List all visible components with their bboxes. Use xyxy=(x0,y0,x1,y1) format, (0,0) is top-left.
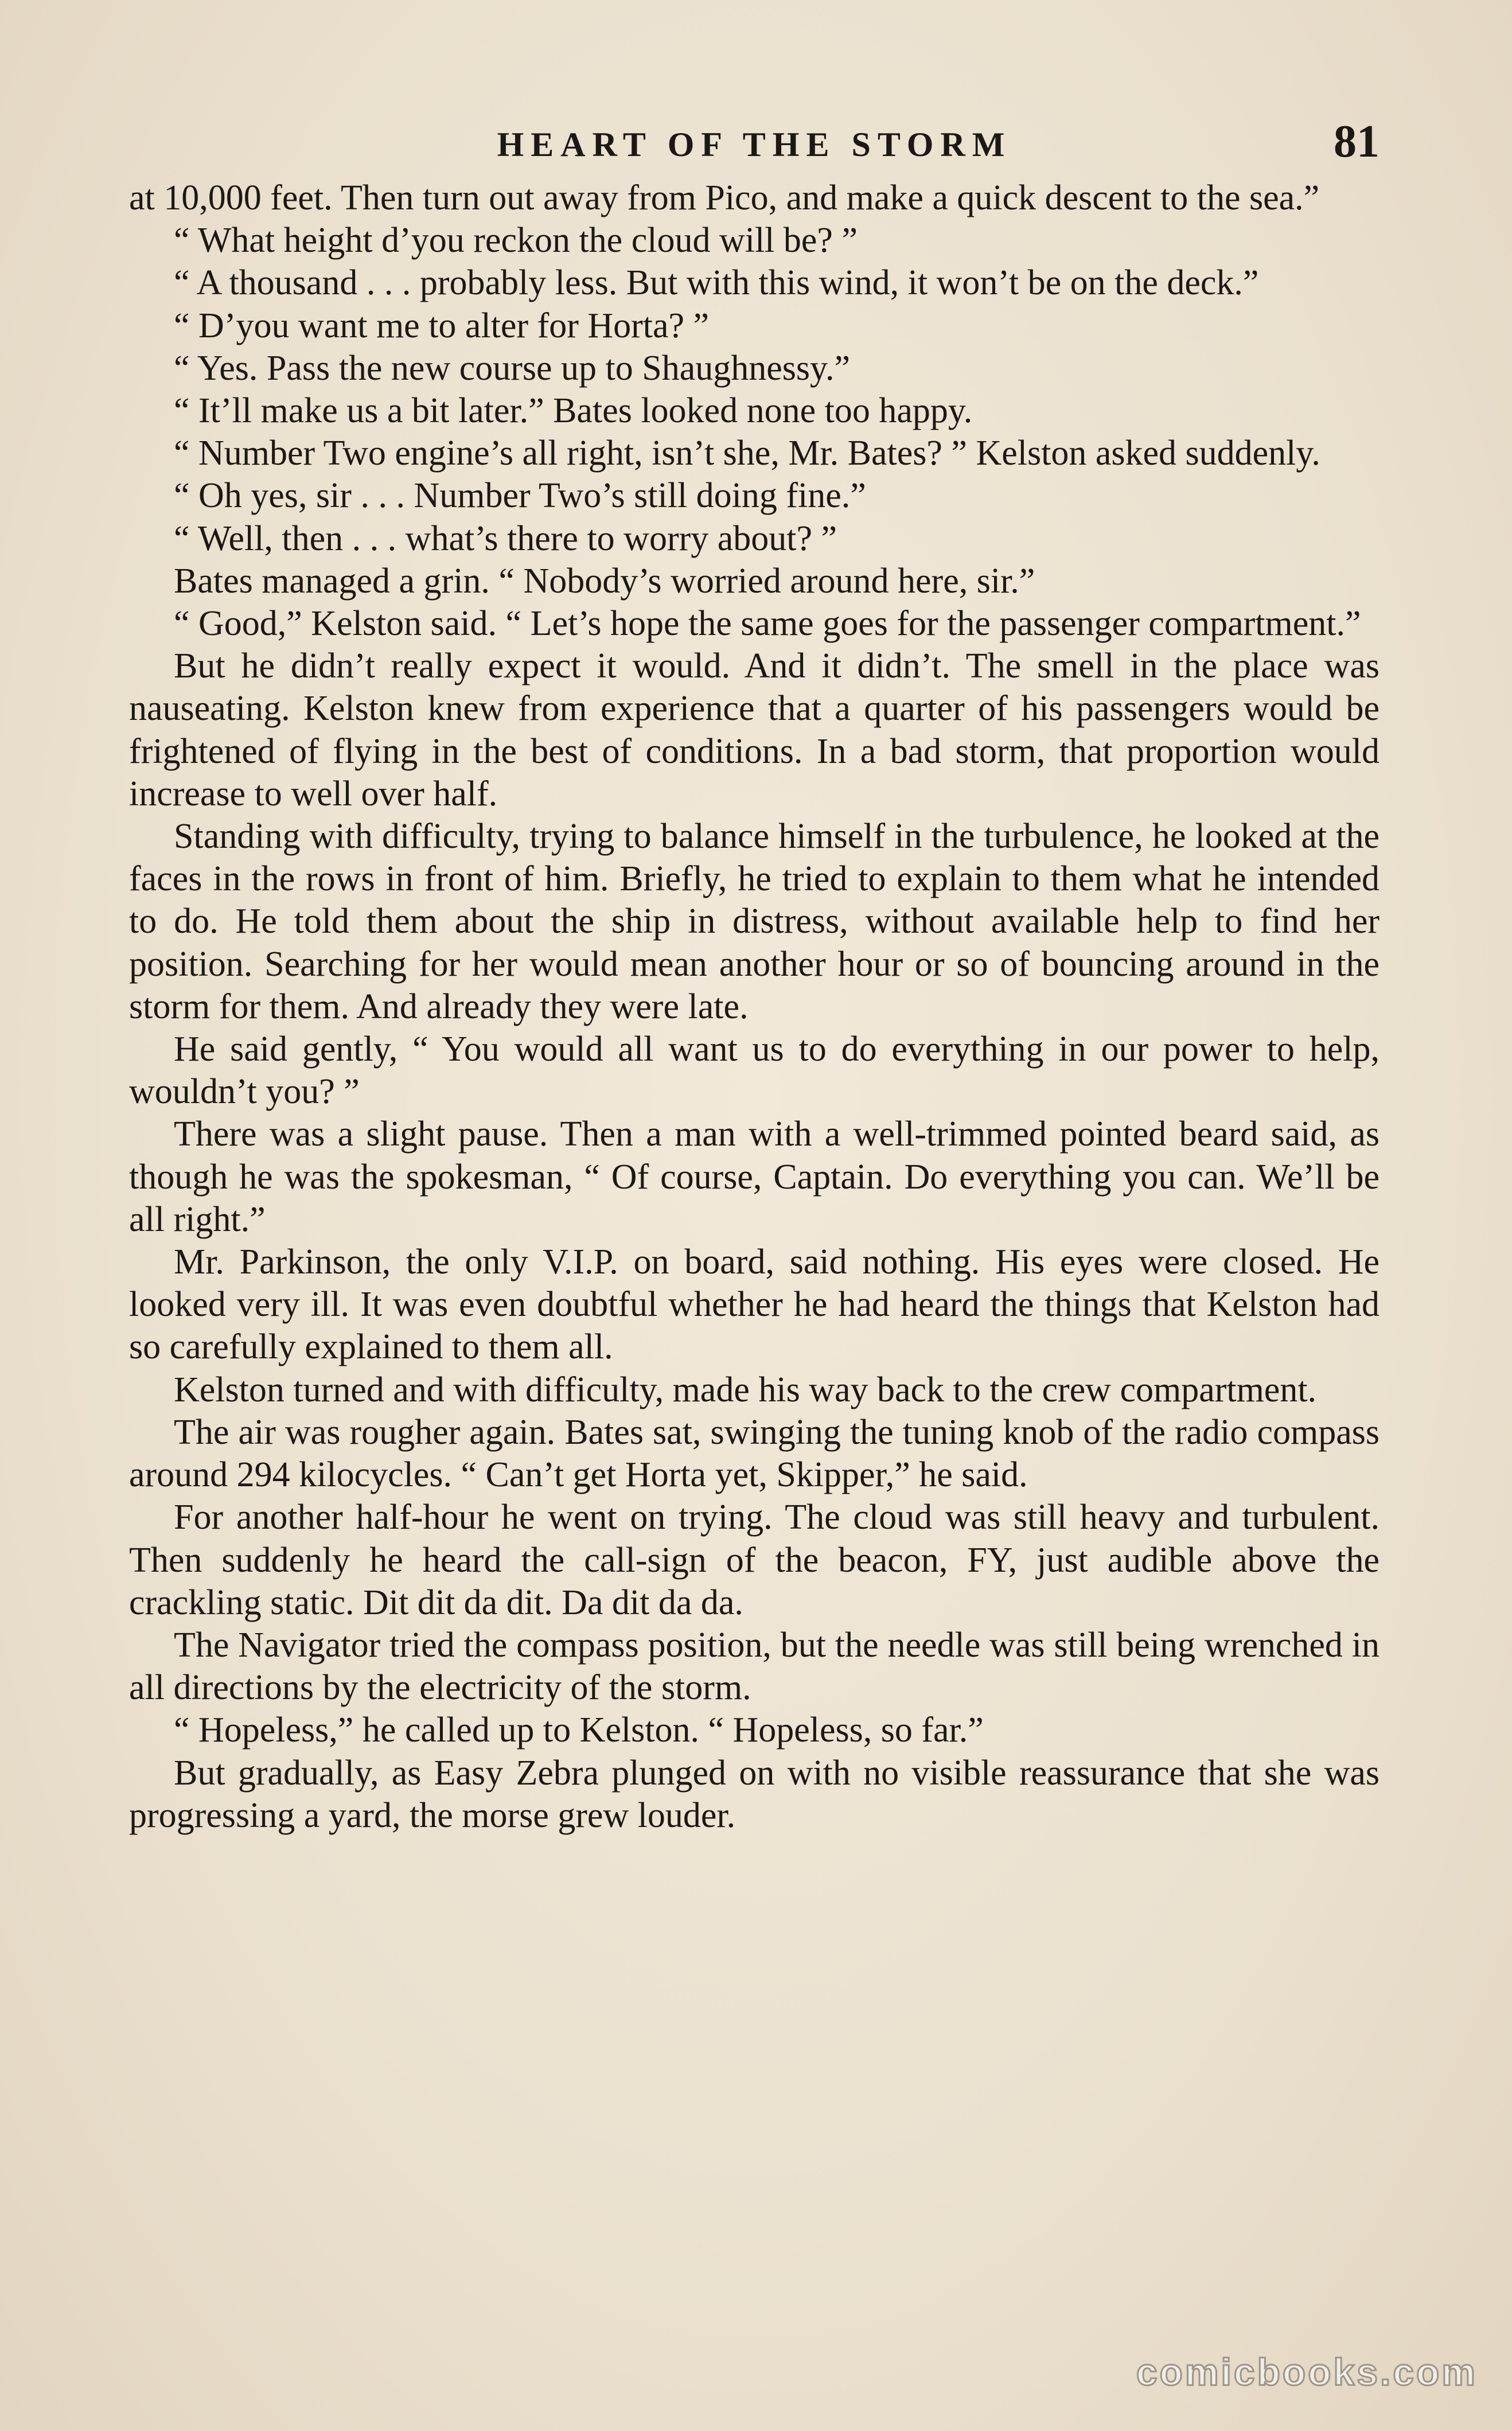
page-number: 81 xyxy=(1334,116,1379,167)
paragraph: Standing with difficulty, trying to balance himself in the turbulence, he looked at the faces in the rows in front of him. Briefly, he tried to explain to them what he intended to do. He told them about the ship in distress, without available help to find her position. Searching for her would mean another hour or so of bouncing around in the storm for them. And already they were late. xyxy=(129,817,1379,1026)
running-head xyxy=(129,116,1379,172)
paragraph: Mr. Parkinson, the only V.I.P. on board, said nothing. His eyes were closed. He looked very ill. It was even doubtful whether he had heard the things that Kelston had so carefully explained to them all. xyxy=(129,1242,1379,1367)
paragraph: He said gently, “ You would all want us to do everything in our power to help, wouldn’t you? ” xyxy=(129,1030,1379,1112)
paragraph: “ Well, then . . . what’s there to worry about? ” xyxy=(174,519,837,558)
body-text xyxy=(129,177,1379,1837)
paragraph: “ What height d’you reckon the cloud will be? ” xyxy=(174,221,858,260)
paragraph: “ Oh yes, sir . . . Number Two’s still doing fine.” xyxy=(174,476,866,516)
paragraph: “ It’ll make us a bit later.” Bates looked none too happy. xyxy=(174,391,973,431)
paragraph: “ Number Two engine’s all right, isn’t she, Mr. Bates? ” Kelston asked suddenly. xyxy=(174,434,1320,473)
paragraph: For another half-hour he went on trying. The cloud was still heavy and turbulent. Then suddenly he heard the call-sign of the beacon, FY, just audible above the crackling static. Dit dit da dit. Da dit da da. xyxy=(129,1498,1379,1622)
paragraph: Kelston turned and with difficulty, made his way back to the crew compartment. xyxy=(174,1370,1317,1409)
paragraph: The Navigator tried the compass position, but the needle was still being wrenched in all directions by the electricity of the storm. xyxy=(129,1625,1379,1708)
running-title: HEART OF THE STORM xyxy=(497,126,1012,163)
paragraph: at 10,000 feet. Then turn out away from Pico, and make a quick descent to the sea.” xyxy=(129,178,1320,217)
paragraph: “ Yes. Pass the new course up to Shaughnessy.” xyxy=(174,348,851,388)
paragraph: But gradually, as Easy Zebra plunged on with no visible reassurance that she was progressing a yard, the morse grew louder. xyxy=(129,1753,1379,1835)
paragraph: But he didn’t really expect it would. And it didn’t. The smell in the place was nauseating. Kelston knew from experience that a quarter of his passengers would be frightened of flying in the best of conditions. In a bad storm, that proportion would increase to well over half. xyxy=(129,646,1379,813)
paragraph: “ Good,” Kelston said. “ Let’s hope the same goes for the passenger compartment.” xyxy=(174,604,1361,644)
watermark: comicbooks.com xyxy=(1136,2351,1478,2393)
paragraph: The air was rougher again. Bates sat, swinging the tuning knob of the radio compass around 294 kilocycles. “ Can’t get Horta yet, Skipper,” he said. xyxy=(129,1412,1379,1495)
paragraph: “ A thousand . . . probably less. But with this wind, it won’t be on the deck.” xyxy=(174,263,1259,303)
paragraph: “ Hopeless,” he called up to Kelston. “ Hopeless, so far.” xyxy=(174,1711,984,1750)
paragraph: Bates managed a grin. “ Nobody’s worried around here, sir.” xyxy=(174,561,1035,601)
paragraph: “ D’you want me to alter for Horta? ” xyxy=(174,306,710,345)
paragraph: There was a slight pause. Then a man with a well-trimmed pointed beard said, as though he was the spokesman, “ Of course, Captain. Do everything you can. We’ll be all right.” xyxy=(129,1115,1379,1239)
